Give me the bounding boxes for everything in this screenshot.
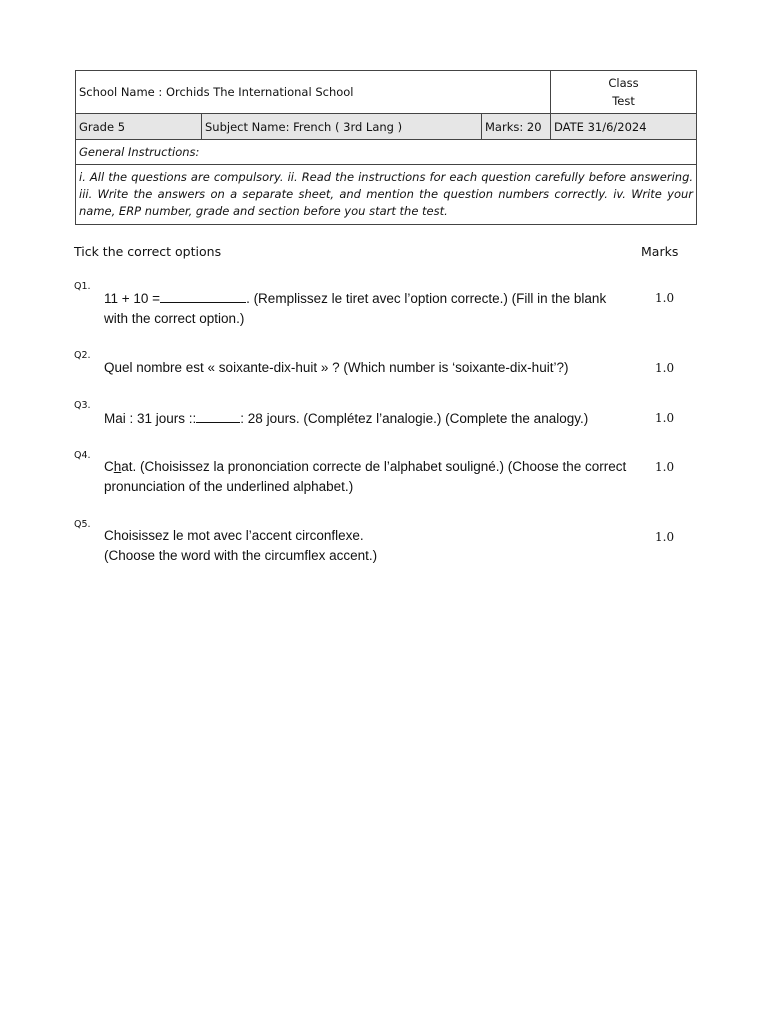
section-title: Tick the correct options xyxy=(74,244,222,259)
question-prefix: 11 + 10 = xyxy=(104,291,161,306)
school-name: School Name : Orchids The International School xyxy=(76,71,551,114)
question-marks: 1.0 xyxy=(655,361,675,375)
question-number: Q1. xyxy=(74,281,91,292)
class-test xyxy=(551,71,697,114)
question-rest: at. (Choisissez la prononciation correcte de l’alphabet souligné.) (Choose the correct pronunciation of the underlined alphabet.) xyxy=(104,459,627,494)
header-table xyxy=(75,70,697,225)
total-marks: Marks: 20 xyxy=(482,114,551,140)
test-date: DATE 31/6/2024 xyxy=(551,114,697,140)
question-text xyxy=(104,526,629,566)
instructions-text: i. All the questions are compulsory. ii. Read the instructions for each question carefully before answering. iii. Write the answers on a separate sheet, and mention the question numbers correctly. iv. Write your name, ERP number, grade and section before you start the test. xyxy=(76,165,697,225)
question-text xyxy=(104,288,629,329)
question-number: Q4. xyxy=(74,450,91,461)
question-line-2: (Choose the word with the circumflex accent.) xyxy=(104,548,378,563)
underlined-letter: h xyxy=(113,459,122,474)
question-text xyxy=(104,408,629,429)
question-lead: C xyxy=(104,459,114,474)
general-instructions-label: General Instructions: xyxy=(76,140,697,165)
test-label: Test xyxy=(612,94,635,108)
question-prefix: Mai : 31 jours :: xyxy=(104,411,197,426)
question-number: Q3. xyxy=(74,400,91,411)
question-marks: 1.0 xyxy=(655,530,675,544)
grade: Grade 5 xyxy=(76,114,202,140)
class-label: Class xyxy=(608,76,639,90)
question-number: Q5. xyxy=(74,519,91,530)
question-number: Q2. xyxy=(74,350,91,361)
answer-blank xyxy=(160,288,246,303)
answer-blank xyxy=(196,408,240,423)
question-text: Quel nombre est « soixante-dix-huit » ? (Which number is ‘soixante-dix-huit’?) xyxy=(104,360,569,375)
question-marks: 1.0 xyxy=(655,291,675,305)
question-text xyxy=(104,457,629,497)
question-line-1: Choisissez le mot avec l’accent circonflexe. xyxy=(104,528,364,543)
question-marks: 1.0 xyxy=(655,411,675,425)
subject-name: Subject Name: French ( 3rd Lang ) xyxy=(202,114,482,140)
question-suffix: : 28 jours. (Complétez l’analogie.) (Complete the analogy.) xyxy=(240,411,589,426)
question-marks: 1.0 xyxy=(655,460,675,474)
question-suffix: . (Remplissez le tiret avec l’option correcte.) (Fill in the blank with the correct option.) xyxy=(104,291,607,326)
marks-column-header: Marks xyxy=(641,244,679,259)
